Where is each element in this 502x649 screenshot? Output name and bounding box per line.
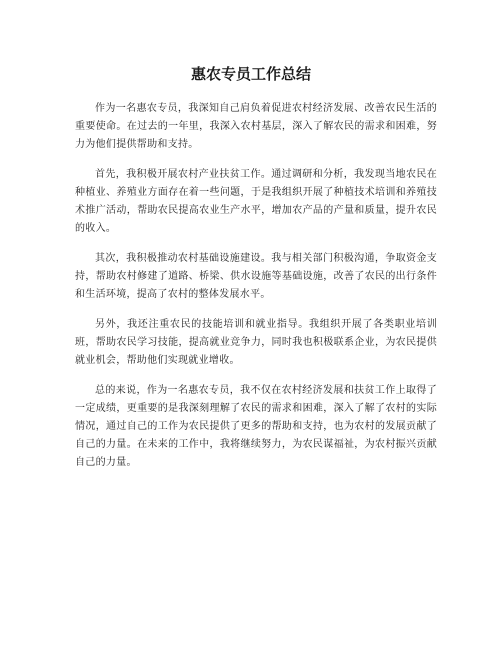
document-body bbox=[75, 100, 437, 484]
paragraph-skills-training: 另外，我还注重农民的技能培训和就业指导。我组织开展了各类职业培训班，帮助农民学习技能，提高就业竞争力，同时我也积极联系企业，为农民提供就业机会，帮助他们实现就业增收。 bbox=[75, 319, 437, 366]
paragraph-summary: 总的来说，作为一名惠农专员，我不仅在农村经济发展和扶贫工作上取得了一定成绩，更重要的是我深刻理解了农民的需求和困难，深入了解了农村的实际情况，通过自己的工作为农民提供了更多的帮助和支持，也为农村的发展贡献了自己的力量。在未来的工作中，我将继续努力，为农民谋福祉，为农村振兴贡献自己的力量。 bbox=[75, 385, 437, 468]
page-title: 惠农专员工作总结 bbox=[190, 65, 311, 83]
paragraph-intro: 作为一名惠农专员，我深知自己肩负着促进农村经济发展、改善农民生活的重要使命。在过去的一年里，我深入农村基层，深入了解农民的需求和困难，努力为他们提供帮助和支持。 bbox=[75, 103, 437, 150]
paragraph-industry-poverty-alleviation: 首先，我积极开展农村产业扶贫工作。通过调研和分析，我发现当地农民在种植业、养殖业方面存在着一些问题，于是我组织开展了种植技术培训和养殖技术推广活动，帮助农民提高农业生产水平，增加农产品的产量和质量，提升农民的收入。 bbox=[75, 169, 437, 234]
paragraph-infrastructure: 其次，我积极推动农村基础设施建设。我与相关部门积极沟通，争取资金支持，帮助农村修建了道路、桥梁、供水设施等基础设施，改善了农民的出行条件和生活环境，提高了农村的整体发展水平。 bbox=[75, 253, 437, 300]
